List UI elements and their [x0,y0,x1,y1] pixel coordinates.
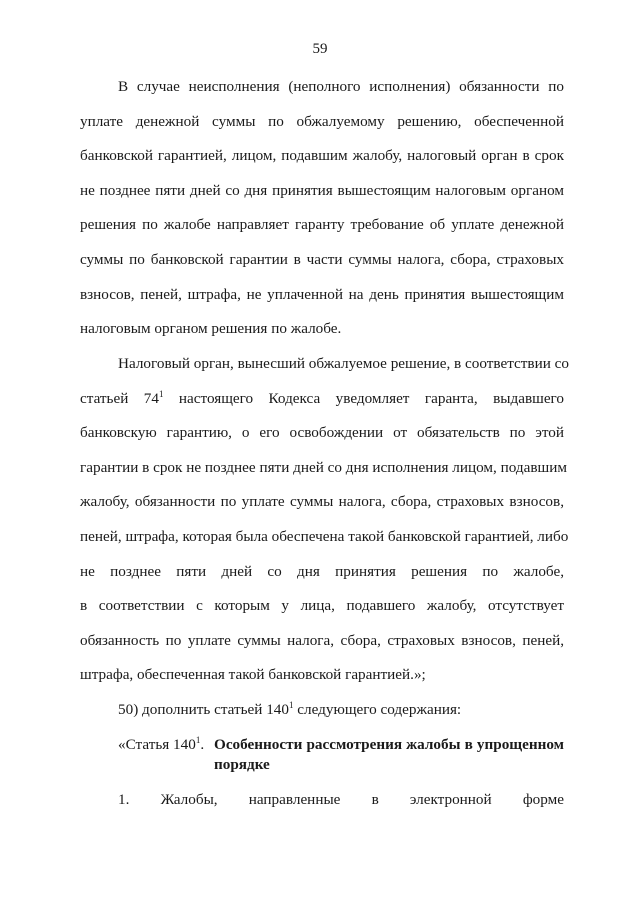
article-title-line: Особенности рассмотрения жалобы в упрощенном [214,736,564,753]
text-line: банковской гарантией, лицом, подавшим жалобу, налоговый орган в срок [80,147,564,164]
text-fragment: следующего содержания: [293,701,462,718]
text-line: в соответствии с которым у лица, подавшего жалобу, отсутствует [80,597,564,614]
text-line: гарантии в срок не позднее пяти дней со дня исполнения лицом, подавшим [80,459,567,476]
text-line: взносов, пеней, штрафа, не уплаченной на день принятия вышестоящим [80,286,564,303]
article-title-line: порядке [214,756,270,773]
text-line: обязанность по уплате суммы налога, сбора, страховых взносов, пеней, [80,632,564,649]
page-number: 59 [312,41,328,57]
superscript: 1 [158,389,164,399]
text-line: пеней, штрафа, которая была обеспечена такой банковской гарантией, либо [80,528,569,545]
text-line: решения по жалобе направляет гаранту требование об уплате денежной [80,216,564,233]
text-line: уплате денежной суммы по обжалуемому решению, обеспеченной [80,113,564,130]
text-line: банковскую гарантию, о его освобождении от обязательств по этой [80,424,564,441]
text-fragment: 50) дополнить статьей 140 [118,701,289,718]
text-fragment: настоящего Кодекса уведомляет гаранта, выдавшего [163,390,564,407]
item-50 [118,701,564,719]
text-line: Налоговый орган, вынесший обжалуемое решение, в соответствии со [118,355,569,372]
text-line: не позднее пяти дней со дня принятия решения по жалобе, [80,563,564,580]
text-line: В случае неисполнения (неполного исполнения) обязанности по [118,78,564,95]
text-line: жалобу, обязанности по уплате суммы налога, сбора, страховых взносов, [80,493,564,510]
text-line [80,390,564,408]
text-fragment: статьей 74 [80,390,159,407]
text-line: штрафа, обеспеченная такой банковской гарантией.»; [80,666,426,683]
article-label [118,736,204,754]
text-line: налоговым органом решения по жалобе. [80,320,342,337]
article-title [214,735,564,775]
text-line: 1. Жалобы, направленные в электронной форме [118,791,564,808]
text-line: суммы по банковской гарантии в части суммы налога, сбора, страховых [80,251,564,268]
text-fragment: «Статья 140 [118,736,196,753]
superscript: 1 [289,700,294,710]
text-fragment: . [200,736,205,753]
text-line: не позднее пяти дней со дня принятия вышестоящим налоговым органом [80,182,564,199]
superscript: 1 [195,735,201,745]
